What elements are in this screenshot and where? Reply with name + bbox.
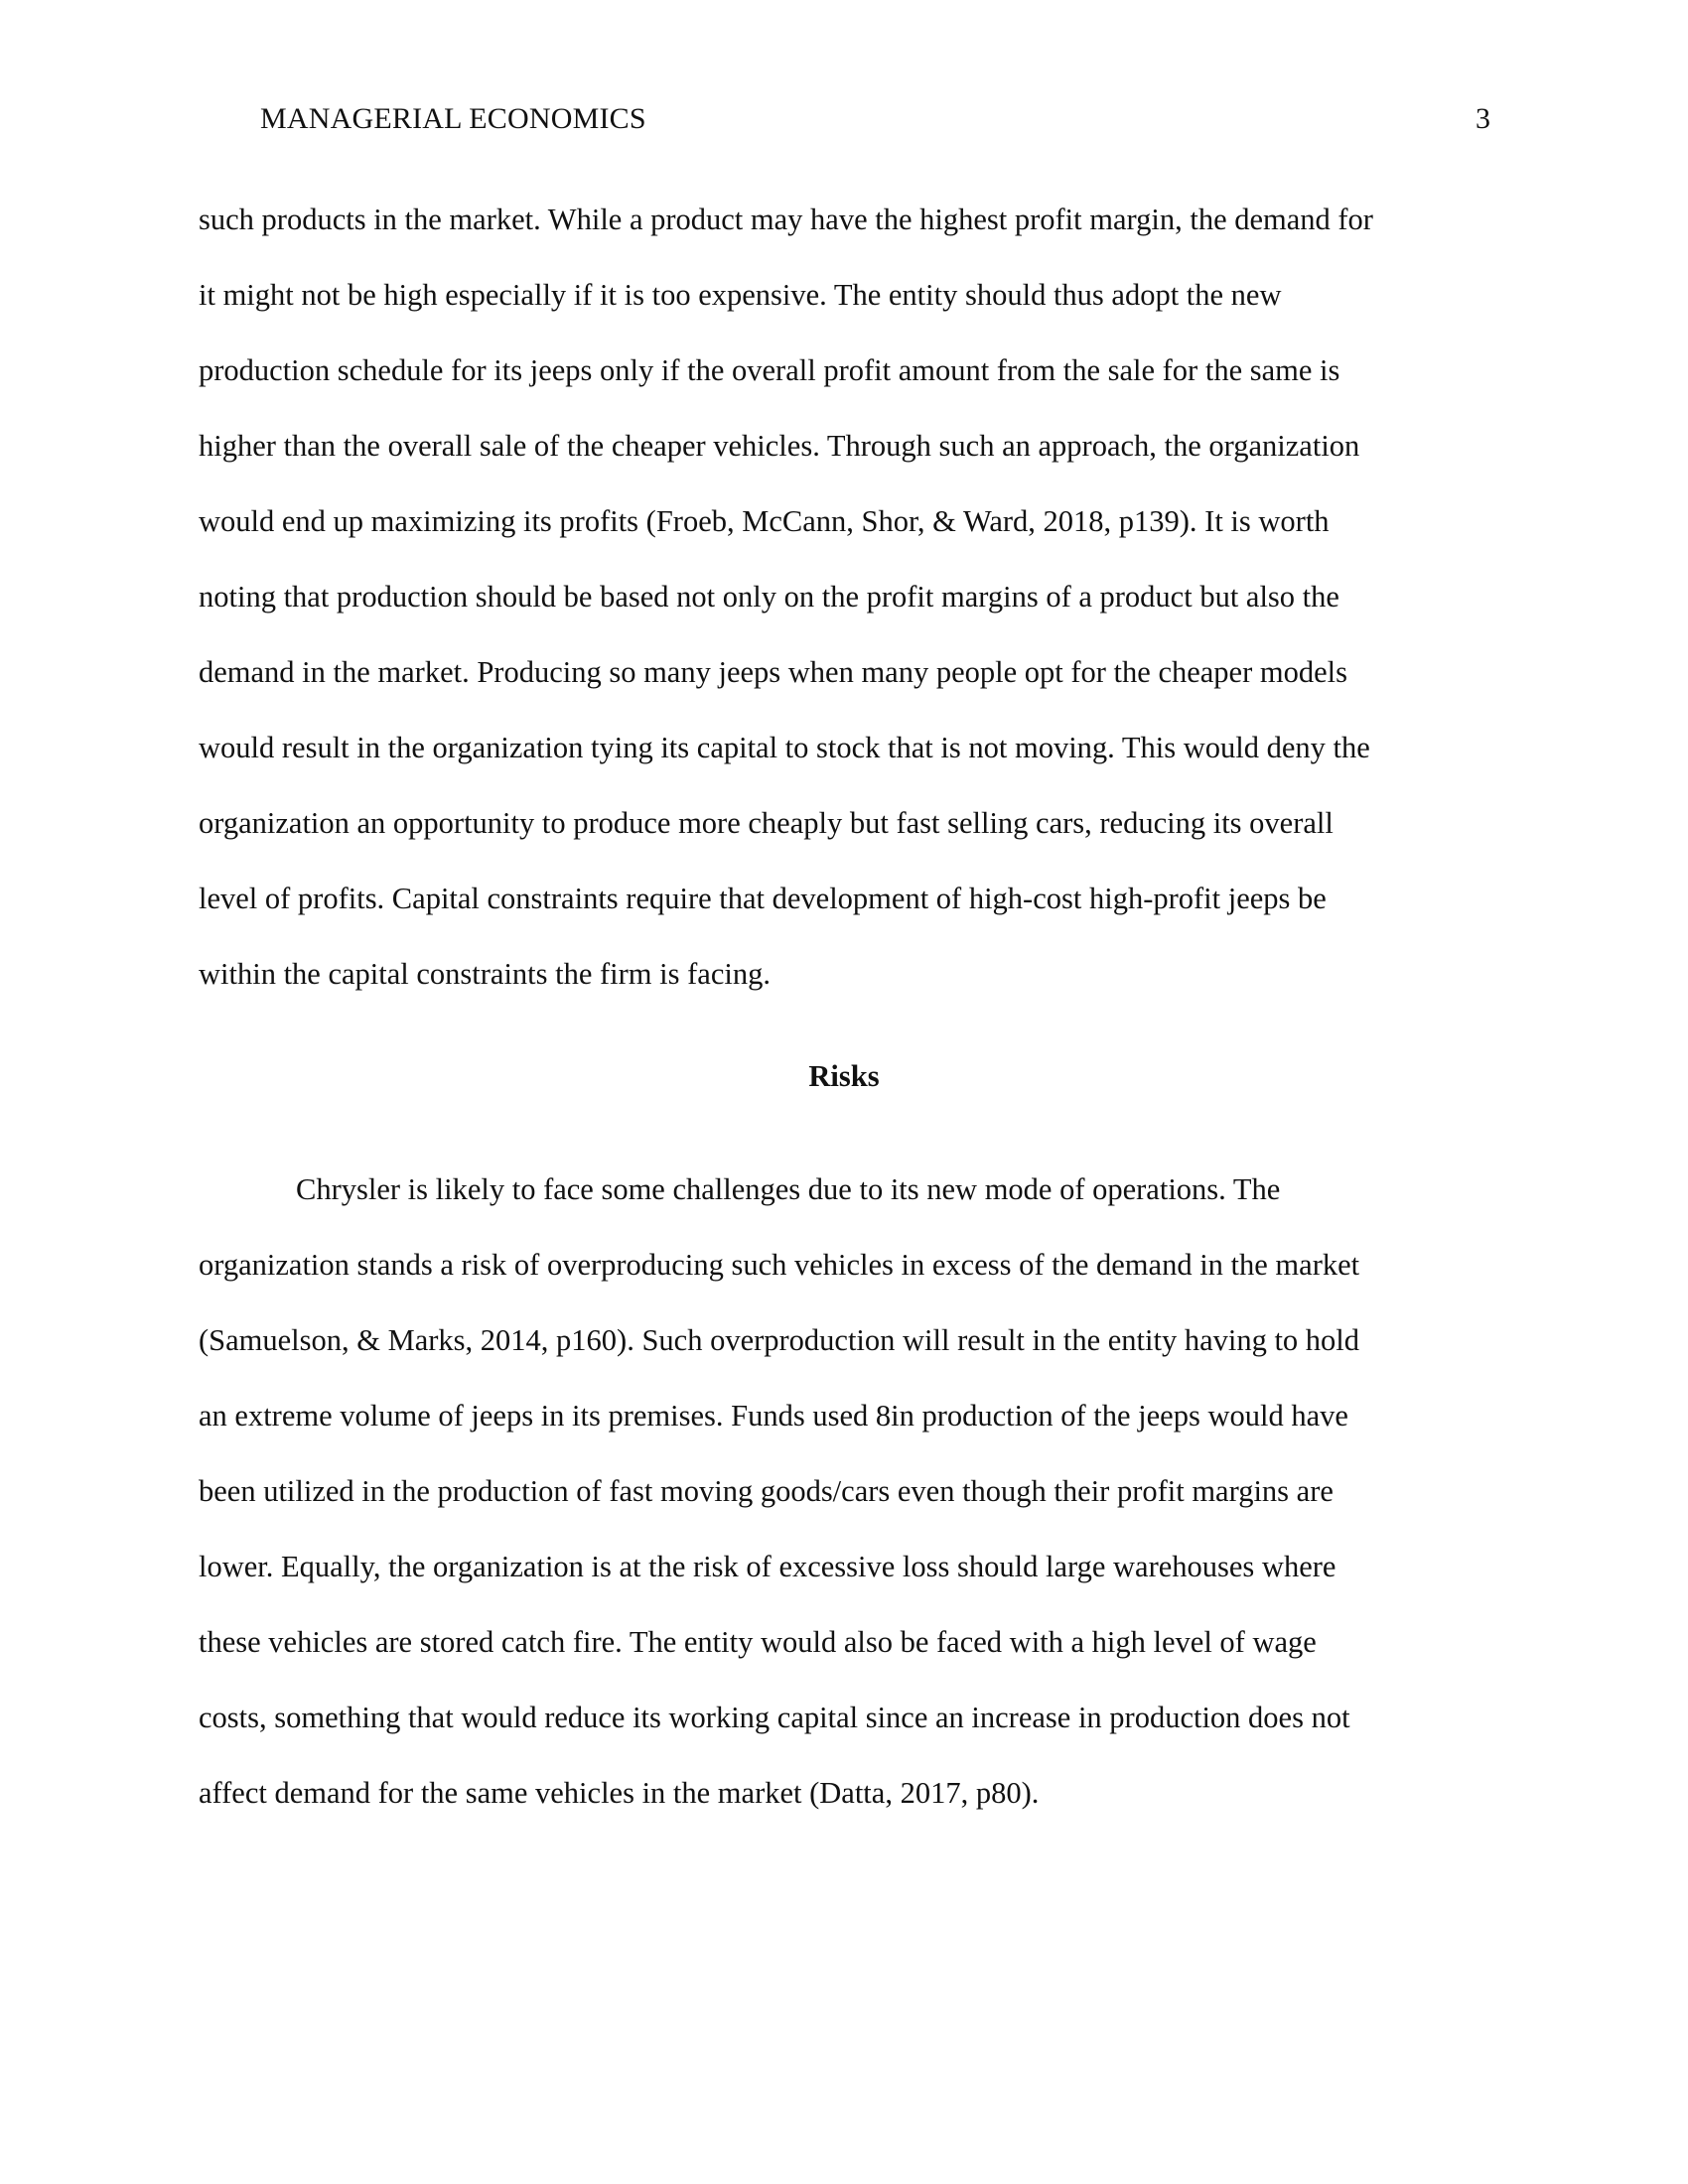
text-line: noting that production should be based not only on the profit margins of a product but also the xyxy=(199,580,1339,614)
text-line: level of profits. Capital constraints require that development of high-cost high-profit jeeps be xyxy=(199,882,1327,915)
text-line: production schedule for its jeeps only if the overall profit amount from the sale for the same is xyxy=(199,353,1340,387)
text-line: such products in the market. While a product may have the highest profit margin, the demand for xyxy=(199,203,1373,236)
text-line: higher than the overall sale of the cheaper vehicles. Through such an approach, the organization xyxy=(199,429,1360,463)
text-line: organization stands a risk of overproducing such vehicles in excess of the demand in the market xyxy=(199,1248,1360,1282)
text-line: it might not be high especially if it is too expensive. The entity should thus adopt the new xyxy=(199,278,1282,312)
text-line: these vehicles are stored catch fire. The entity would also be faced with a high level of wage xyxy=(199,1625,1317,1659)
paragraph-continuation xyxy=(199,182,1489,1012)
text-line: demand in the market. Producing so many jeeps when many people opt for the cheaper models xyxy=(199,655,1347,689)
running-head: MANAGERIAL ECONOMICS xyxy=(260,102,646,135)
text-line: within the capital constraints the firm is facing. xyxy=(199,957,771,991)
text-line: lower. Equally, the organization is at the risk of excessive loss should large warehouses where xyxy=(199,1550,1336,1583)
text-line-indented: Chrysler is likely to face some challenges due to its new mode of operations. The xyxy=(296,1172,1281,1206)
text-line: been utilized in the production of fast moving goods/cars even though their profit margins are xyxy=(199,1474,1334,1508)
text-line: (Samuelson, & Marks, 2014, p160). Such overproduction will result in the entity having to hold xyxy=(199,1323,1360,1357)
text-line: affect demand for the same vehicles in the market (Datta, 2017, p80). xyxy=(199,1776,1040,1810)
text-line: costs, something that would reduce its working capital since an increase in production does not xyxy=(199,1701,1350,1734)
paragraph-risks xyxy=(199,1152,1489,1831)
text-line: organization an opportunity to produce more cheaply but fast selling cars, reducing its overall xyxy=(199,806,1334,840)
text-line: an extreme volume of jeeps in its premises. Funds used 8in production of the jeeps would have xyxy=(199,1399,1348,1433)
section-heading-risks: Risks xyxy=(808,1059,880,1093)
text-line: would end up maximizing its profits (Froeb, McCann, Shor, & Ward, 2018, p139). It is worth xyxy=(199,504,1330,538)
text-line: would result in the organization tying its capital to stock that is not moving. This would deny the xyxy=(199,731,1370,764)
page-number: 3 xyxy=(1476,102,1490,135)
